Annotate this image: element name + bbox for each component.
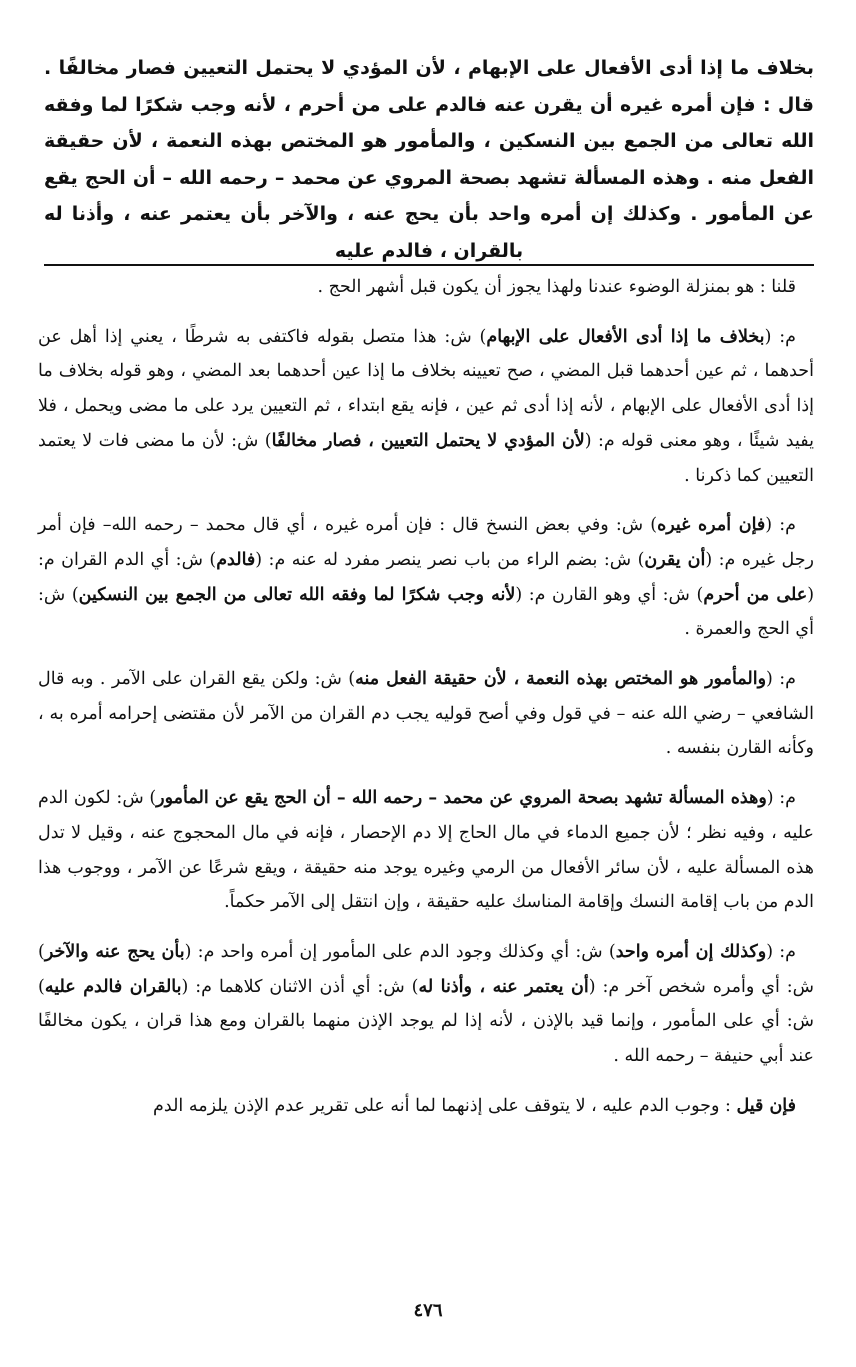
matn-quote: أن يقرن bbox=[644, 549, 706, 570]
matn-quote: لأن المؤدي لا يحتمل التعيين ، فصار مخالفًا bbox=[271, 430, 585, 451]
page-number: ٤٧٦ bbox=[413, 1300, 443, 1321]
commentary-paragraph bbox=[38, 662, 814, 766]
matn-quote: فإن قيل bbox=[736, 1095, 796, 1116]
commentary-text: ) ش: أي الحج والعمرة . bbox=[38, 584, 814, 640]
commentary-marker: م: ( bbox=[765, 515, 796, 536]
commentary-text: ) ش: أي وهو القارن م: ( bbox=[515, 584, 704, 605]
matn-quote: لأنه وجب شكرًا لما وفقه الله تعالى من الجمع بين النسكين bbox=[78, 584, 516, 605]
commentary-text: : وجوب الدم عليه ، لا يتوقف على إذنهما لما أنه على تقرير عدم الإذن يلزمه الدم bbox=[153, 1095, 731, 1116]
commentary-marker: م: ( bbox=[766, 669, 796, 690]
commentary-paragraph bbox=[38, 781, 814, 920]
matn-quote: فالدم bbox=[216, 549, 256, 570]
matn-quote: فإن أمره غيره bbox=[657, 515, 766, 536]
matn-quote: بأن يحج عنه والآخر bbox=[44, 941, 185, 962]
matn-quote: والمأمور هو المختص بهذه النعمة ، لأن حقيقة الفعل منه bbox=[355, 669, 767, 690]
commentary-text: ) ش: بضم الراء من باب نصر ينصر مفرد له عنه م: ( bbox=[255, 549, 645, 570]
matn-quote: وهذه المسألة تشهد بصحة المروي عن محمد – رحمه الله – أن الحج يقع عن المأمور bbox=[156, 788, 767, 809]
commentary-paragraph bbox=[38, 1089, 814, 1124]
matn-quote: وكذلك إن أمره واحد bbox=[615, 941, 767, 962]
commentary-text: ) ش: أي على المأمور ، وإنما قيد بالإذن ، لأنه إذا لم يوجد الإذن منهما بالقران ومع هذا قران ، يكون مخالفًا عند أبي حنيفة – رحمه الله . bbox=[38, 976, 814, 1067]
matn-quote: بخلاف ما إذا أدى الأفعال على الإبهام bbox=[486, 326, 765, 347]
matn-quote: أن يعتمر عنه ، وأذنا له bbox=[418, 976, 589, 997]
commentary-marker: م: ( bbox=[764, 326, 796, 347]
commentary-paragraph bbox=[38, 508, 814, 647]
commentary-marker: م: ( bbox=[766, 941, 797, 962]
commentary-text: ) ش: أي أذن الاثنان كلاهما م: ( bbox=[181, 976, 419, 997]
matn-text-block bbox=[44, 50, 814, 269]
commentary-text: ) ش: أي وكذلك وجود الدم على المأمور إن أمره واحد م: ( bbox=[184, 941, 616, 962]
commentary-text: ) ش: لكون الدم عليه ، وفيه نظر ؛ لأن جميع الدماء في مال الحاج إلا دم الإحصار ، فإنه في مال المحجوج عنه ، وقيل لا تدل هذه المسألة عليه ، لأن سائر الأفعال من الرمي وغيره يوجد منه حقيقة ، ويقع شرعًا عن الآمر ، ووجوب هذا الدم من باب إقامة النسك وإقامة المناسك عليه حقيقة ، وإن انتقل إلى الآمر حكماً. bbox=[38, 788, 814, 913]
commentary-text: ) ش: هذا متصل بقوله فاكتفى به شرطًا ، يعني إذا أهل عن أحدهما ، ثم عين أحدهما قبل المضي ، صح تعيينه بخلاف ما إذا عين أحدهما بعد المضي ، وهو قوله بخلاف ما إذا أدى الأفعال على الإبهام ، لأنه إذا أدى ثم عين ، فإنه يقع ابتداء ، ثم التعيين يرد على ما مضى ويحمل ، فلا يفيد شيئًا ، وهو معنى قوله م: ( bbox=[38, 326, 814, 451]
commentary-text: قلنا : هو بمنزلة الوضوء عندنا ولهذا يجوز أن يكون قبل أشهر الحج . bbox=[317, 277, 796, 297]
commentary-text: ) ش: لأن ما مضى فات لا يعتمد التعيين كما ذكرنا . bbox=[38, 430, 814, 486]
separator-rule bbox=[44, 264, 814, 266]
commentary-marker: م: ( bbox=[766, 788, 796, 809]
commentary-text: ) ش: وفي بعض النسخ قال : فإن أمره غيره ، أي قال محمد – رحمه الله– فإن أمر رجل غيره م: ( bbox=[38, 515, 814, 570]
commentary-text: ) ش: أي الدم القران م: ( bbox=[38, 549, 815, 605]
matn-quote: بالقران فالدم عليه bbox=[44, 976, 182, 997]
commentary-paragraph bbox=[38, 320, 814, 494]
commentary-paragraph bbox=[38, 935, 814, 1074]
commentary-text: ) ش: ولكن يقع القران على الآمر . وبه قال الشافعي – رضي الله عنه – في قول وفي أصح قوليه يجب دم القران من الآمر لأن مقتضى إحرامه أمره به ، وكأنه القارن بنفسه . bbox=[38, 669, 815, 759]
commentary-text: ) ش: أي وأمره شخص آخر م: ( bbox=[38, 941, 815, 997]
matn-quote: على من أحرم bbox=[703, 584, 808, 605]
matn-paragraph: بخلاف ما إذا أدى الأفعال على الإبهام ، لأن المؤدي لا يحتمل التعيين فصار مخالفًا . قال : فإن أمره غيره أن يقرن عنه فالدم على من أحرم ، لأنه وجب شكرًا لما وفقه الله تعالى من الجمع بين النسكين ، والمأمور هو المختص بهذه النعمة ، لأن حقيقة الفعل منه . وهذه المسألة تشهد بصحة المروي عن محمد – رحمه الله – أن الحج يقع عن المأمور . وكذلك إن أمره واحد بأن يحج عنه ، والآخر بأن يعتمر عنه ، وأذنا له بالقران ، فالدم عليه bbox=[44, 57, 814, 262]
sharh-commentary bbox=[38, 270, 814, 1123]
commentary-paragraph bbox=[38, 270, 814, 305]
